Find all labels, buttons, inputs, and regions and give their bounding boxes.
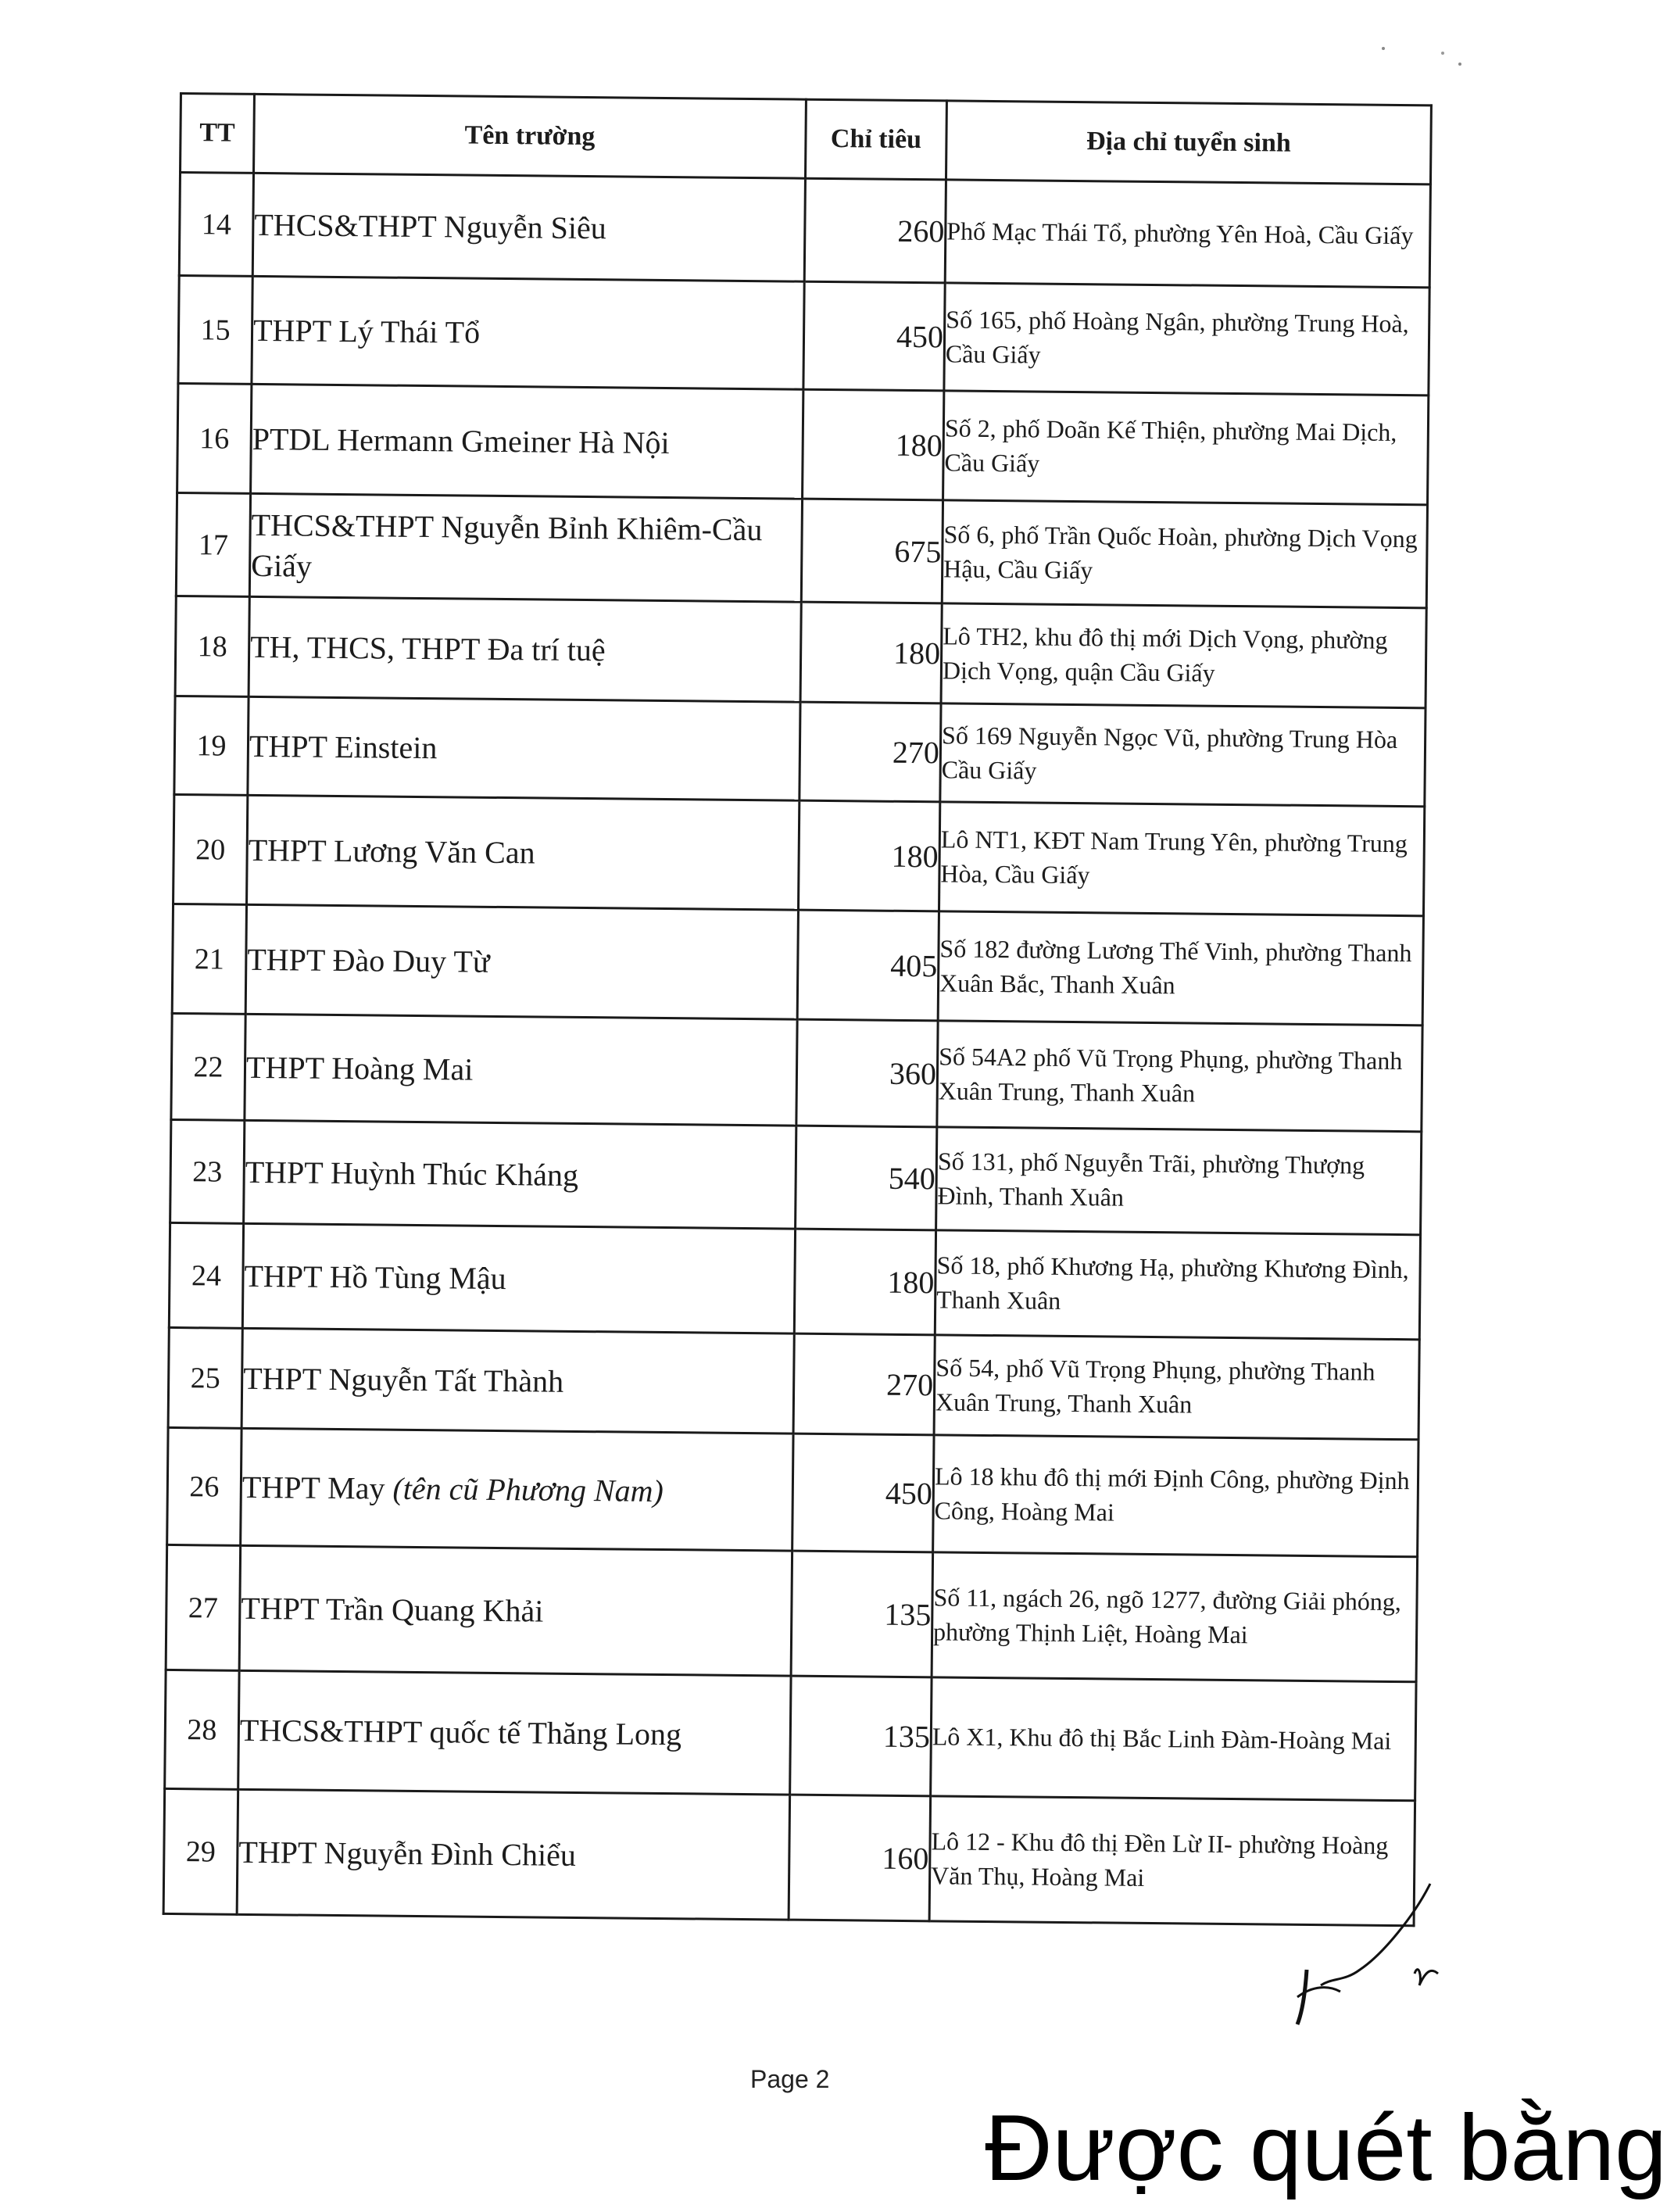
table-row <box>177 383 1429 504</box>
admission-address: Lô TH2, khu đô thị mới Dịch Vọng, phường Dịch Vọng, quận Cầu Giấy <box>941 603 1426 708</box>
school-name-cell <box>238 1670 791 1795</box>
header-no: TT <box>181 94 255 174</box>
table-row <box>175 596 1426 707</box>
header-quota: Chỉ tiêu <box>805 99 946 180</box>
school-former-name: (tên cũ Phương Nam) <box>392 1470 664 1509</box>
school-name-cell <box>242 1223 795 1333</box>
quota-value: 160 <box>789 1795 931 1921</box>
school-name-cell <box>237 1789 790 1920</box>
school-name: THCS&THPT Nguyễn Siêu <box>254 206 606 245</box>
row-number: 16 <box>177 383 252 493</box>
school-name-cell <box>249 493 802 602</box>
school-name-cell <box>252 173 805 281</box>
quota-value: 260 <box>804 178 946 283</box>
school-name: TH, THCS, THPT Đa trí tuệ <box>249 628 606 668</box>
row-number: 19 <box>174 696 249 795</box>
admission-address: Lô 12 - Khu đô thị Đền Lừ II- phường Hoàng Văn Thụ, Hoàng Mai <box>929 1796 1415 1926</box>
quota-value: 675 <box>801 499 943 603</box>
quota-value: 360 <box>796 1019 938 1127</box>
row-number: 20 <box>173 794 248 904</box>
school-name: THPT May <box>241 1469 385 1506</box>
table-row <box>165 1670 1416 1800</box>
row-number: 26 <box>167 1427 241 1545</box>
school-name: THPT Hồ Tùng Mậu <box>244 1258 506 1296</box>
header-address: Địa chỉ tuyển sinh <box>946 101 1431 184</box>
school-name-cell <box>239 1545 792 1676</box>
table-row <box>174 696 1426 806</box>
school-name: THPT Đào Duy Từ <box>247 941 490 979</box>
table-row <box>163 1788 1415 1925</box>
admission-address: Lô NT1, KĐT Nam Trung Yên, phường Trung Hòa, Cầu Giấy <box>939 802 1424 916</box>
table-row <box>173 794 1425 915</box>
table-row <box>167 1427 1418 1556</box>
quota-value: 450 <box>803 281 945 391</box>
admission-address: Số 54A2 phố Vũ Trọng Phụng, phường Thanh Xuân Trung, Thanh Xuân <box>937 1021 1422 1132</box>
school-name: THCS&THPT Nguyễn Bỉnh Khiêm-Cầu Giấy <box>250 506 763 584</box>
signature-icon <box>1266 1868 1454 2032</box>
admission-address: Số 165, phố Hoàng Ngân, phường Trung Hoà, Cầu Giấy <box>944 283 1429 396</box>
school-name-cell <box>245 904 798 1019</box>
admission-address: Phố Mạc Thái Tổ, phường Yên Hoà, Cầu Giấy <box>945 180 1430 288</box>
table-row <box>168 1327 1419 1439</box>
admission-address: Số 54, phố Vũ Trọng Phụng, phường Thanh Xuân Trung, Thanh Xuân <box>934 1335 1419 1440</box>
row-number: 17 <box>176 492 250 596</box>
table-row <box>179 173 1430 288</box>
row-number: 14 <box>179 173 253 277</box>
table-row <box>170 1119 1422 1234</box>
admission-address: Lô X1, Khu đô thị Bắc Linh Đàm-Hoàng Mai <box>931 1677 1416 1801</box>
admission-address: Số 169 Nguyễn Ngọc Vũ, phường Trung Hòa Cầu Giấy <box>940 703 1426 807</box>
school-name-cell <box>248 696 800 800</box>
school-name-cell <box>249 596 801 702</box>
quota-value: 270 <box>793 1333 935 1435</box>
table-row <box>169 1222 1420 1339</box>
school-name: THPT Einstein <box>249 728 438 765</box>
row-number: 25 <box>168 1327 242 1428</box>
admission-address: Số 2, phố Doãn Kế Thiện, phường Mai Dịch, Cầu Giấy <box>943 391 1429 505</box>
school-name: THPT Lương Văn Can <box>248 832 535 870</box>
row-number: 22 <box>171 1013 245 1120</box>
scan-watermark-text: Được quét bằng <box>985 2096 1667 2200</box>
quota-value: 450 <box>792 1434 934 1552</box>
quota-value: 270 <box>800 702 941 802</box>
row-number: 24 <box>169 1222 243 1328</box>
school-name-cell <box>245 1014 797 1126</box>
school-name: PTDL Hermann Gmeiner Hà Nội <box>252 421 670 460</box>
admissions-table <box>163 92 1433 1927</box>
school-name: THPT Huỳnh Thúc Kháng <box>245 1154 579 1193</box>
quota-value: 135 <box>790 1676 932 1796</box>
quota-value: 135 <box>791 1551 933 1677</box>
admission-address: Số 18, phố Khương Hạ, phường Khương Đình, Thanh Xuân <box>935 1230 1420 1340</box>
school-name-cell <box>247 795 800 910</box>
quota-value: 180 <box>798 800 939 911</box>
school-name: THCS&THPT quốc tế Thăng Long <box>239 1712 682 1752</box>
header-school-name: Tên trường <box>254 94 807 178</box>
school-name-cell <box>244 1120 796 1229</box>
row-number: 21 <box>172 904 246 1014</box>
scan-noise-dots <box>1375 31 1469 78</box>
school-name-cell <box>241 1328 794 1434</box>
table-row <box>176 492 1427 607</box>
table-row <box>178 276 1429 396</box>
row-number: 27 <box>166 1544 241 1670</box>
row-number: 15 <box>178 276 252 385</box>
page-number: Page 2 <box>750 2065 830 2093</box>
row-number: 23 <box>170 1119 245 1223</box>
quota-value: 540 <box>796 1126 937 1230</box>
table-header-row <box>181 94 1432 184</box>
admission-address: Lô 18 khu đô thị mới Định Công, phường Định Công, Hoàng Mai <box>933 1435 1418 1557</box>
school-name: THPT Nguyễn Đình Chiểu <box>238 1834 577 1873</box>
row-number: 18 <box>175 596 249 696</box>
quota-value: 180 <box>800 602 942 703</box>
table-row <box>172 904 1423 1025</box>
school-name: THPT Nguyễn Tất Thành <box>242 1360 564 1399</box>
school-name-cell <box>252 276 804 389</box>
quota-value: 405 <box>797 910 939 1021</box>
admission-address: Số 11, ngách 26, ngõ 1277, đường Giải phóng, phường Thịnh Liệt, Hoàng Mai <box>932 1552 1418 1682</box>
admission-address: Số 6, phố Trần Quốc Hoàn, phường Dịch Vọng Hậu, Cầu Giấy <box>942 500 1427 608</box>
admission-address: Số 131, phố Nguyễn Trãi, phường Thượng Đình, Thanh Xuân <box>936 1127 1422 1235</box>
row-number: 29 <box>163 1788 238 1914</box>
school-name-cell <box>241 1428 793 1551</box>
scan-watermark <box>985 2096 1667 2212</box>
admission-address: Số 182 đường Lương Thế Vinh, phường Thanh Xuân Bắc, Thanh Xuân <box>938 911 1423 1025</box>
school-name: THPT Trần Quang Khải <box>241 1590 544 1629</box>
school-name: THPT Lý Thái Tổ <box>252 312 481 350</box>
school-name: THPT Hoàng Mai <box>245 1049 474 1087</box>
row-number: 28 <box>165 1670 239 1789</box>
table-row <box>166 1544 1417 1681</box>
quota-value: 180 <box>803 389 944 500</box>
quota-value: 180 <box>794 1229 935 1335</box>
table-row <box>171 1013 1422 1131</box>
table-body <box>163 173 1430 1926</box>
school-name-cell <box>251 384 803 499</box>
